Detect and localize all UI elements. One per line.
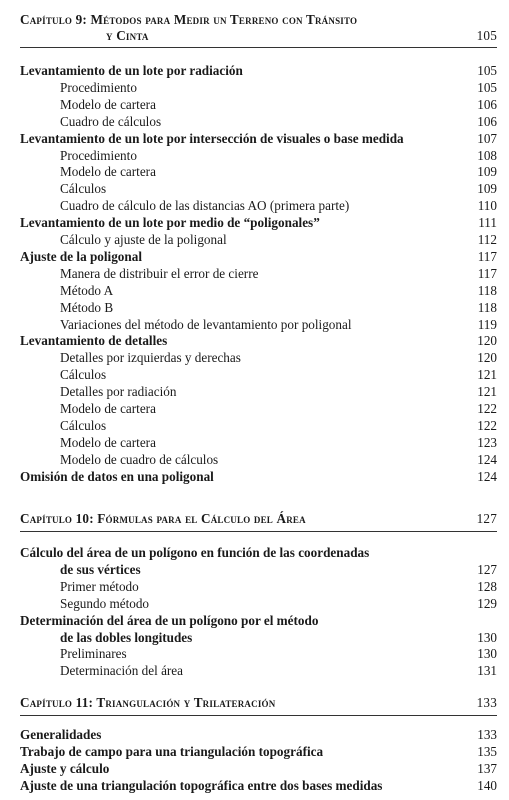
entry-page-number: 108 — [477, 147, 497, 163]
entry-page-number: 135 — [477, 743, 497, 759]
entry-title: Ajuste de la poligonal — [20, 248, 142, 264]
entry-page-number: 117 — [477, 248, 497, 264]
entry-title: Cuadro de cálculo de las distancias AO (primera parte) — [60, 198, 350, 214]
toc-section-entry[interactable] — [20, 131, 497, 147]
toc-subsection-entry[interactable] — [60, 97, 497, 113]
entry-title: Método A — [60, 282, 114, 298]
entry-title: Primer método — [60, 578, 139, 594]
entry-title: Manera de distribuir el error de cierre — [60, 265, 259, 281]
chapter-title: Capítulo 11: Triangulación y Trilateración — [20, 695, 276, 710]
toc-section-entry[interactable] — [20, 249, 497, 265]
entry-page-number: 117 — [477, 265, 497, 281]
entry-title: Cuadro de cálculos — [60, 113, 162, 129]
toc-section-entry[interactable] — [20, 744, 497, 760]
entry-page-number: 105 — [477, 79, 497, 95]
entry-title: Cálculo del área de un polígono en función de las coordenadas — [20, 545, 370, 560]
chapter-heading[interactable] — [20, 12, 497, 44]
entry-page-number: 111 — [478, 215, 497, 231]
entry-title: Variaciones del método de levantamiento por poligonal — [60, 316, 352, 332]
chapter-divider — [20, 47, 497, 48]
entry-page-number: 112 — [477, 232, 497, 247]
toc-subsection-entry[interactable] — [60, 401, 497, 417]
toc-subsection-entry[interactable] — [60, 181, 497, 197]
toc-section-entry[interactable] — [20, 215, 497, 231]
toc-section-entry[interactable] — [20, 727, 497, 743]
entry-page-number: 109 — [477, 164, 497, 180]
chapter-divider — [20, 715, 497, 716]
toc-section-entry[interactable] — [20, 613, 497, 629]
entry-title: Preliminares — [60, 646, 127, 662]
entry-page-number: 120 — [477, 333, 497, 349]
entry-title: Detalles por izquierdas y derechas — [60, 350, 241, 366]
toc-subsection-entry[interactable] — [60, 663, 497, 679]
entry-title: Cálculos — [60, 417, 107, 433]
toc-section-entry[interactable] — [20, 761, 497, 777]
toc-subsection-entry[interactable] — [60, 266, 497, 282]
toc-subsection-entry[interactable] — [60, 232, 497, 248]
entry-title: Modelo de cartera — [60, 434, 156, 450]
chapter-page-number: 127 — [476, 511, 497, 526]
chapter-heading[interactable] — [20, 511, 497, 527]
toc-subsection-entry[interactable] — [60, 350, 497, 366]
toc-section-entry[interactable] — [20, 778, 497, 794]
toc-subsection-entry[interactable] — [60, 384, 497, 400]
toc-section-entry[interactable] — [20, 63, 497, 79]
entry-page-number: 128 — [477, 578, 497, 594]
entry-page-number: 127 — [477, 561, 497, 577]
chapter-title-continued: y Cinta — [106, 28, 149, 43]
entry-title: Ajuste de una triangulación topográfica entre dos bases medidas — [20, 777, 383, 793]
toc-subsection-entry[interactable] — [60, 367, 497, 383]
entry-page-number: 133 — [477, 727, 497, 742]
toc-subsection-entry[interactable] — [60, 198, 497, 214]
entry-title: Omisión de datos en una poligonal — [20, 468, 214, 484]
entry-page-number: 129 — [477, 595, 497, 611]
entry-title: Detalles por radiación — [60, 384, 177, 400]
chapter-page-number: 133 — [476, 695, 497, 710]
entry-title: Método B — [60, 299, 114, 315]
chapter-title: Capítulo 9: Métodos para Medir un Terreno con Tránsito — [20, 12, 358, 27]
toc-subsection-entry[interactable] — [60, 630, 497, 646]
toc-subsection-entry[interactable] — [60, 596, 497, 612]
entry-page-number: 140 — [477, 777, 497, 793]
toc-section-entry[interactable] — [20, 545, 497, 561]
toc-subsection-entry[interactable] — [60, 418, 497, 434]
chapter-title: Capítulo 10: Fórmulas para el Cálculo del Área — [20, 511, 306, 526]
entry-title: Determinación del área — [60, 663, 184, 679]
entry-title: Levantamiento de un lote por radiación — [20, 63, 243, 78]
toc-subsection-entry[interactable] — [60, 317, 497, 333]
entry-title: Cálculo y ajuste de la poligonal — [60, 232, 227, 247]
entry-title: Procedimiento — [60, 147, 137, 163]
entry-title: Ajuste y cálculo — [20, 760, 110, 776]
entry-page-number: 122 — [477, 401, 497, 416]
entry-title: Determinación del área de un polígono por el método — [20, 612, 319, 628]
entry-title: Modelo de cuadro de cálculos — [60, 451, 219, 467]
entry-page-number: 121 — [477, 367, 497, 383]
toc-subsection-entry[interactable] — [60, 283, 497, 299]
chapter-divider — [20, 531, 497, 532]
entry-title: Trabajo de campo para una triangulación topográfica — [20, 743, 324, 759]
entry-title: Levantamiento de detalles — [20, 333, 168, 349]
entry-page-number: 130 — [477, 629, 497, 645]
chapter-page-number: 105 — [476, 28, 497, 43]
entry-page-number: 123 — [477, 434, 497, 450]
entry-title: Cálculos — [60, 181, 107, 197]
entry-title: Generalidades — [20, 727, 102, 742]
entry-page-number: 121 — [477, 384, 497, 400]
entry-page-number: 130 — [477, 646, 497, 662]
entry-page-number: 105 — [477, 63, 497, 78]
entry-page-number: 106 — [477, 96, 497, 112]
toc-subsection-entry[interactable] — [60, 300, 497, 316]
entry-page-number: 131 — [477, 663, 497, 679]
toc-subsection-entry[interactable] — [60, 80, 497, 96]
entry-page-number: 122 — [477, 417, 497, 433]
toc-subsection-entry[interactable] — [60, 164, 497, 180]
entry-title: Levantamiento de un lote por intersección de visuales o base medida — [20, 130, 404, 146]
entry-title: de las dobles longitudes — [60, 629, 193, 645]
entry-title: Modelo de cartera — [60, 164, 156, 180]
entry-page-number: 118 — [477, 282, 497, 298]
toc-subsection-entry[interactable] — [60, 114, 497, 130]
toc-section-entry[interactable] — [20, 333, 497, 349]
toc-subsection-entry[interactable] — [60, 646, 497, 662]
entry-title: Procedimiento — [60, 79, 137, 95]
entry-page-number: 124 — [477, 451, 497, 467]
toc-section-entry[interactable] — [20, 469, 497, 485]
entry-page-number: 109 — [477, 181, 497, 197]
entry-title: Modelo de cartera — [60, 401, 156, 416]
entry-title: de sus vértices — [60, 561, 141, 577]
toc-subsection-entry[interactable] — [60, 435, 497, 451]
entry-page-number: 110 — [477, 198, 497, 214]
entry-page-number: 137 — [477, 760, 497, 776]
entry-page-number: 106 — [477, 113, 497, 129]
entry-page-number: 107 — [477, 130, 497, 146]
entry-title: Segundo método — [60, 595, 150, 611]
entry-title: Levantamiento de un lote por medio de “poligonales” — [20, 215, 320, 231]
toc-subsection-entry[interactable] — [60, 579, 497, 595]
entry-page-number: 120 — [477, 350, 497, 366]
toc-subsection-entry[interactable] — [60, 452, 497, 468]
entry-page-number: 119 — [477, 316, 497, 332]
entry-page-number: 124 — [477, 468, 497, 484]
toc-subsection-entry[interactable] — [60, 562, 497, 578]
toc-subsection-entry[interactable] — [60, 148, 497, 164]
entry-title: Cálculos — [60, 367, 107, 383]
entry-page-number: 118 — [477, 299, 497, 315]
entry-title: Modelo de cartera — [60, 96, 156, 112]
chapter-heading[interactable] — [20, 695, 497, 711]
